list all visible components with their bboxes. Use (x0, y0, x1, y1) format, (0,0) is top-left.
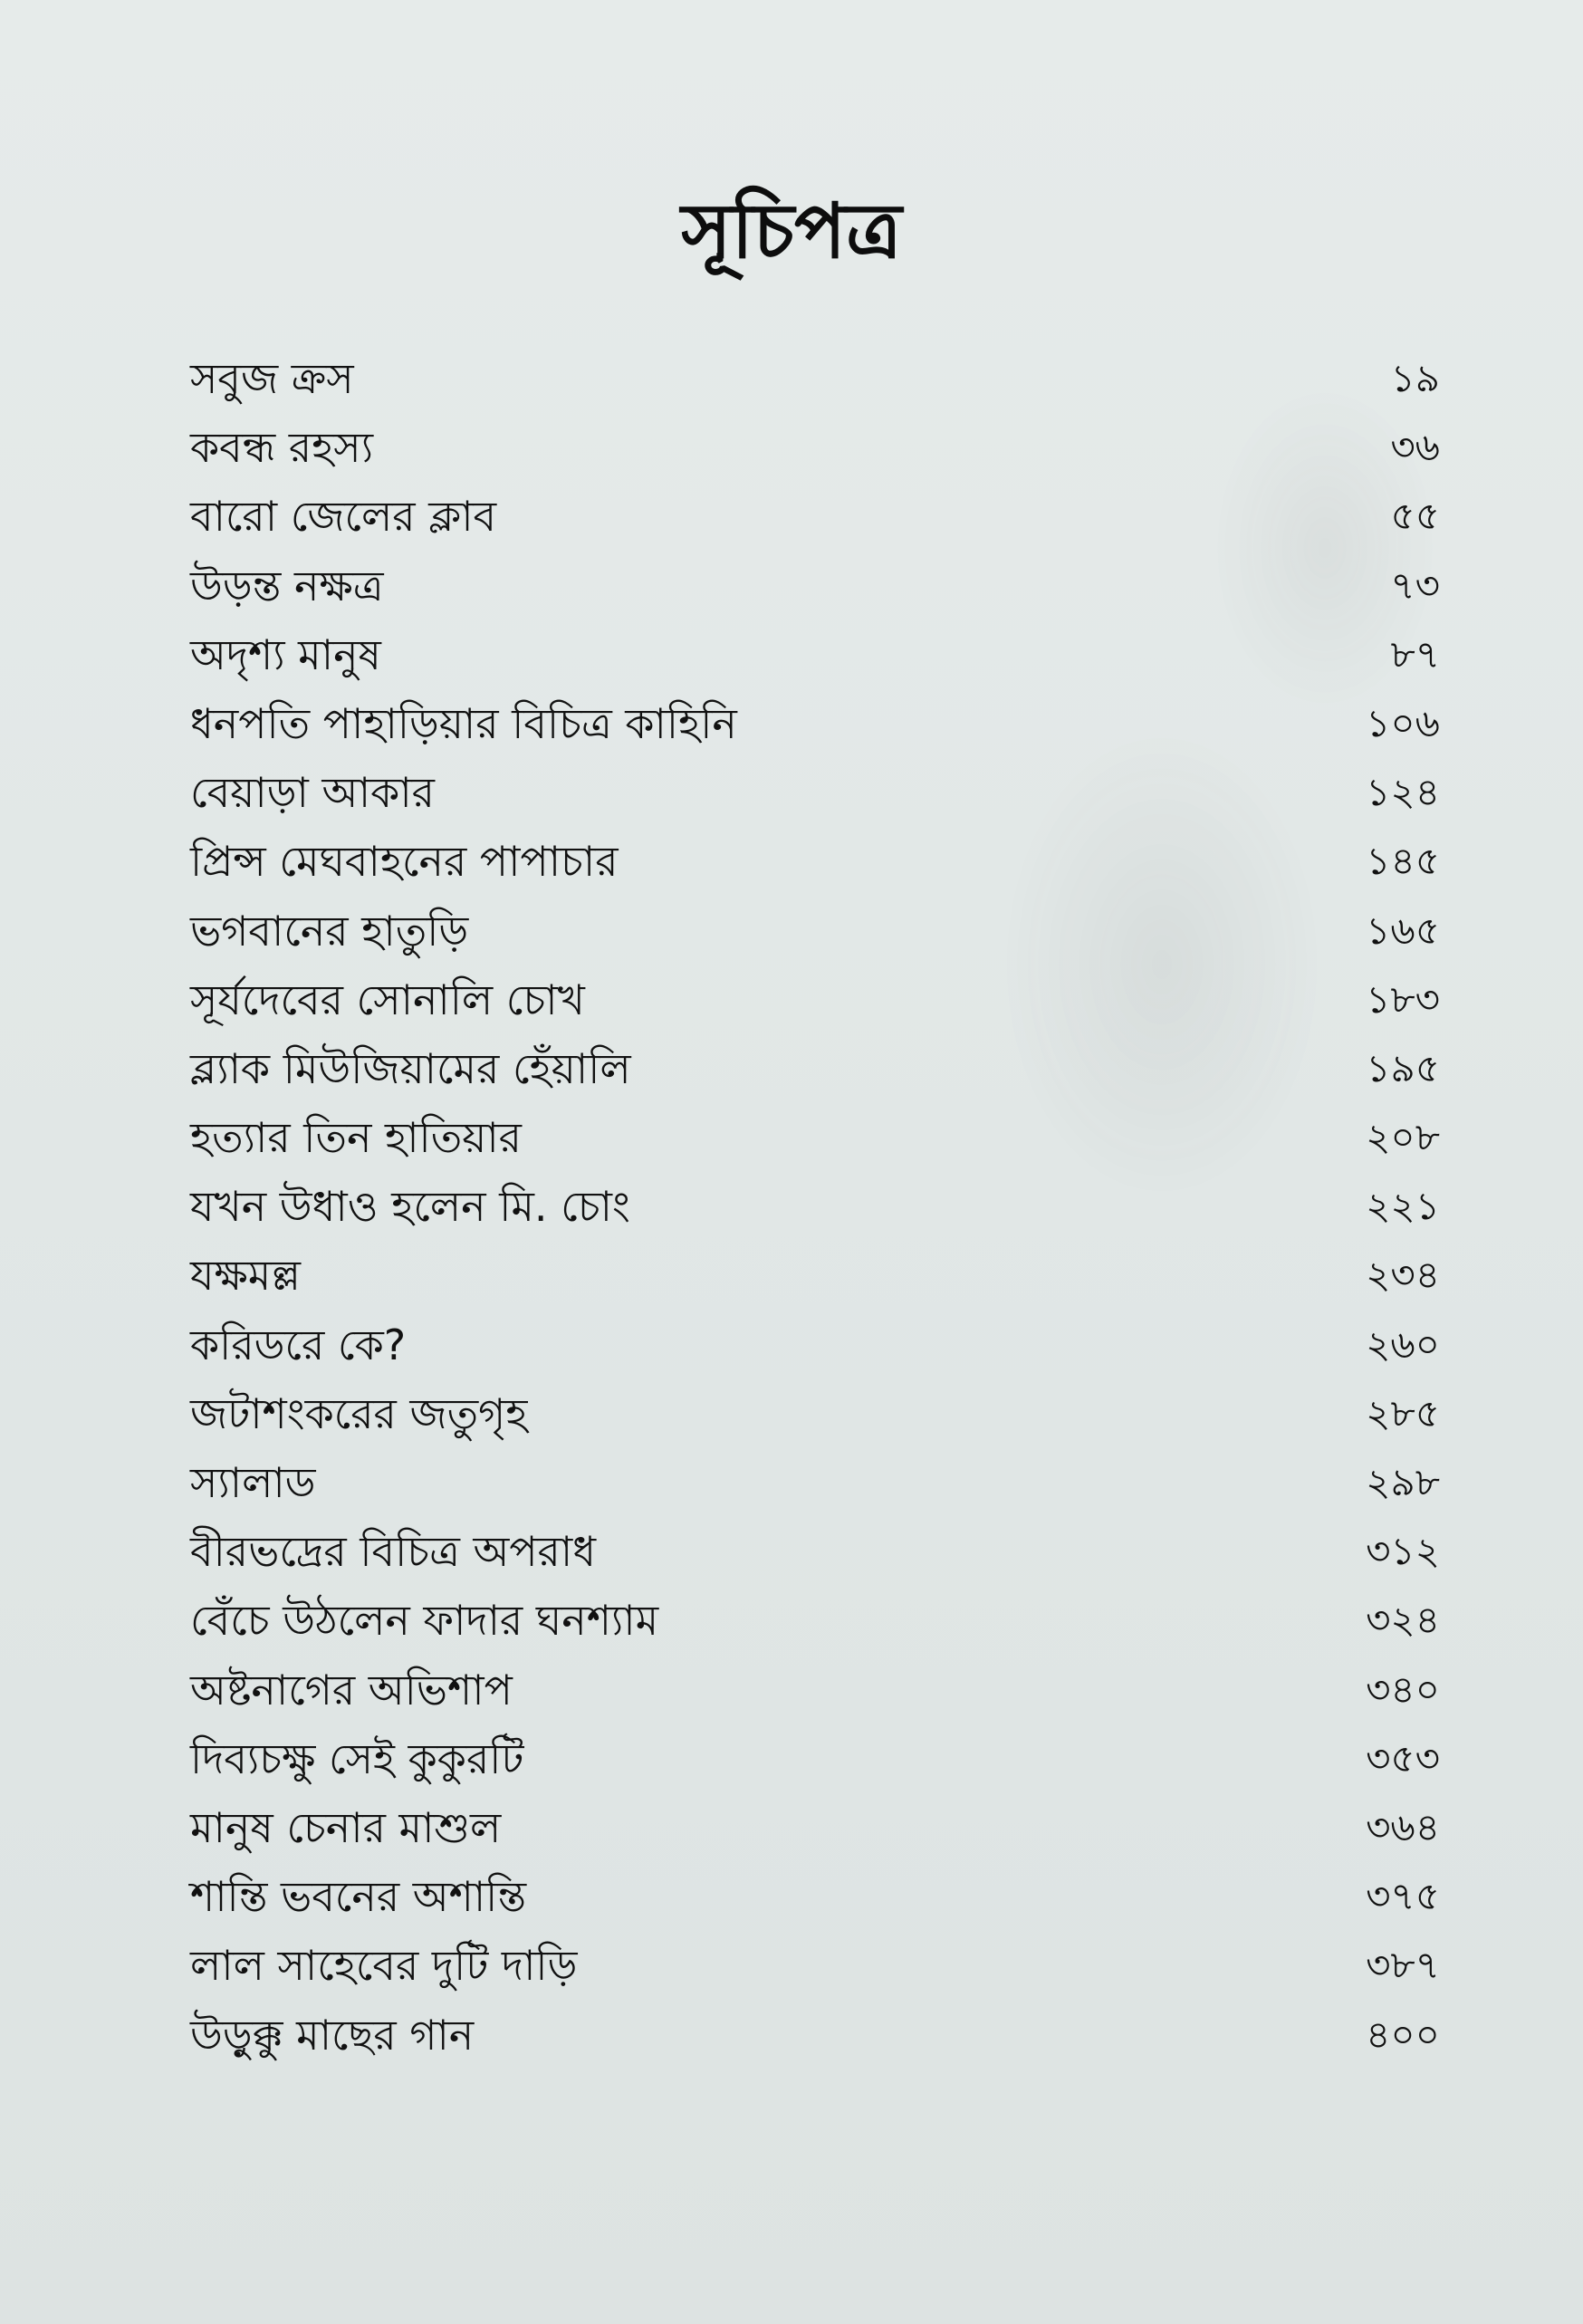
toc-entry-title: উড়ুক্কু মাছের গান (190, 2010, 475, 2060)
toc-entry (190, 1172, 1440, 1241)
toc-entry (190, 965, 1440, 1034)
page-title: সূচিপত্র (681, 187, 902, 275)
toc-entry-page-number: ১৬৫ (1366, 908, 1440, 953)
toc-entry (190, 827, 1440, 896)
toc-entry (190, 1862, 1440, 1931)
toc-entry-title: ভগবানের হাতুড়ি (190, 906, 469, 956)
toc-entry-title: করিডরে কে? (190, 1320, 407, 1369)
toc-entry-title: বেয়াড়া আকার (190, 768, 435, 818)
toc-entry-title: লাল সাহেবের দুটি দাড়ি (190, 1941, 578, 1991)
toc-entry (190, 1034, 1440, 1103)
toc-entry-page-number: ২২১ (1366, 1184, 1440, 1229)
toc-entry-title: ধনপতি পাহাড়িয়ার বিচিত্র কাহিনি (190, 698, 737, 748)
toc-entry (190, 1586, 1440, 1655)
toc-entry-page-number: ৩৫৩ (1366, 1735, 1440, 1781)
toc-entry (190, 1724, 1440, 1793)
toc-entry-title: জটাশংকরের জতুগৃহ (190, 1388, 528, 1438)
toc-entry-title: হত্যার তিন হাতিয়ার (190, 1113, 522, 1163)
toc-entry-page-number: ৩৬৪ (1366, 1804, 1440, 1849)
toc-entry (190, 1103, 1440, 1172)
toc-entry-page-number: ৭৩ (1390, 562, 1440, 608)
toc-entry (190, 1448, 1440, 1517)
toc-entry-title: বারো জেলের ক্লাব (190, 492, 497, 542)
toc-entry-title: অষ্টনাগের অভিশাপ (190, 1665, 513, 1714)
toc-entry (190, 1379, 1440, 1448)
toc-entry-page-number: ২০৮ (1366, 1115, 1440, 1160)
toc-entry (190, 2001, 1440, 2070)
toc-entry-page-number: ৩৬ (1390, 425, 1440, 470)
toc-entry-page-number: ২৬০ (1366, 1321, 1440, 1367)
toc-entry (190, 1656, 1440, 1724)
toc-entry (190, 413, 1440, 482)
toc-entry-page-number: ৩৮৭ (1366, 1943, 1440, 1988)
toc-entry-title: কবন্ধ রহস্য (190, 423, 374, 473)
toc-entry-title: বেঁচে উঠলেন ফাদার ঘনশ্যাম (190, 1596, 659, 1646)
toc-entry (190, 1241, 1440, 1310)
toc-entry-title: উড়ন্ত নক্ষত্র (190, 561, 384, 610)
toc-entry-page-number: ১৯ (1390, 356, 1440, 400)
toc-entry-page-number: ৩৭৫ (1366, 1874, 1440, 1919)
toc-entry (190, 689, 1440, 758)
toc-entry (190, 620, 1440, 689)
toc-entry-title: প্রিন্স মেঘবাহনের পাপাচার (190, 837, 619, 887)
toc-entry-page-number: ১০৬ (1366, 700, 1440, 745)
toc-entry (190, 344, 1440, 413)
toc-entry (190, 1793, 1440, 1862)
table-of-contents (190, 344, 1440, 2070)
toc-entry-title: যখন উধাও হলেন মি. চোং (190, 1182, 630, 1232)
toc-entry-page-number: ৩৪০ (1366, 1666, 1440, 1712)
toc-entry-page-number: ২৮৫ (1366, 1390, 1440, 1436)
toc-entry-page-number: ৫৫ (1390, 494, 1440, 539)
toc-entry (190, 897, 1440, 965)
toc-entry-title: বীরভদ্রের বিচিত্র অপরাধ (190, 1527, 596, 1577)
toc-entry-title: যক্ষমল্ল (190, 1251, 302, 1301)
toc-entry (190, 482, 1440, 551)
toc-entry-page-number: ২৯৮ (1366, 1460, 1440, 1504)
toc-entry-title: স্যালাড (190, 1458, 316, 1507)
toc-entry-page-number: ১৮৩ (1366, 976, 1440, 1022)
toc-entry (190, 1931, 1440, 2000)
toc-entry (190, 552, 1440, 620)
toc-entry-page-number: ১২৪ (1366, 770, 1440, 815)
toc-entry (190, 758, 1440, 827)
toc-entry-page-number: ৮৭ (1390, 631, 1440, 677)
toc-entry-title: মানুষ চেনার মাশুল (190, 1802, 502, 1852)
toc-entry-page-number: ৩১২ (1366, 1529, 1440, 1574)
toc-entry-title: অদৃশ্য মানুষ (190, 629, 381, 679)
toc-entry-page-number: ৩২৪ (1366, 1598, 1440, 1643)
toc-entry-title: শান্তি ভবনের অশান্তি (190, 1872, 527, 1922)
toc-entry (190, 1517, 1440, 1586)
toc-entry-page-number: ১৯৫ (1366, 1045, 1440, 1090)
toc-entry-title: সবুজ ক্রস (190, 354, 354, 403)
toc-entry-title: ব্ল্যাক মিউজিয়ামের হেঁয়ালি (190, 1043, 631, 1093)
toc-entry-title: সূর্যদেবের সোনালি চোখ (190, 975, 585, 1024)
toc-entry (190, 1311, 1440, 1379)
toc-entry-page-number: ৪০০ (1366, 2012, 1440, 2057)
toc-entry-title: দিব্যচক্ষু সেই কুকুরটি (190, 1733, 524, 1783)
toc-entry-page-number: ১৪৫ (1366, 839, 1440, 884)
toc-entry-page-number: ২৩৪ (1366, 1253, 1440, 1298)
